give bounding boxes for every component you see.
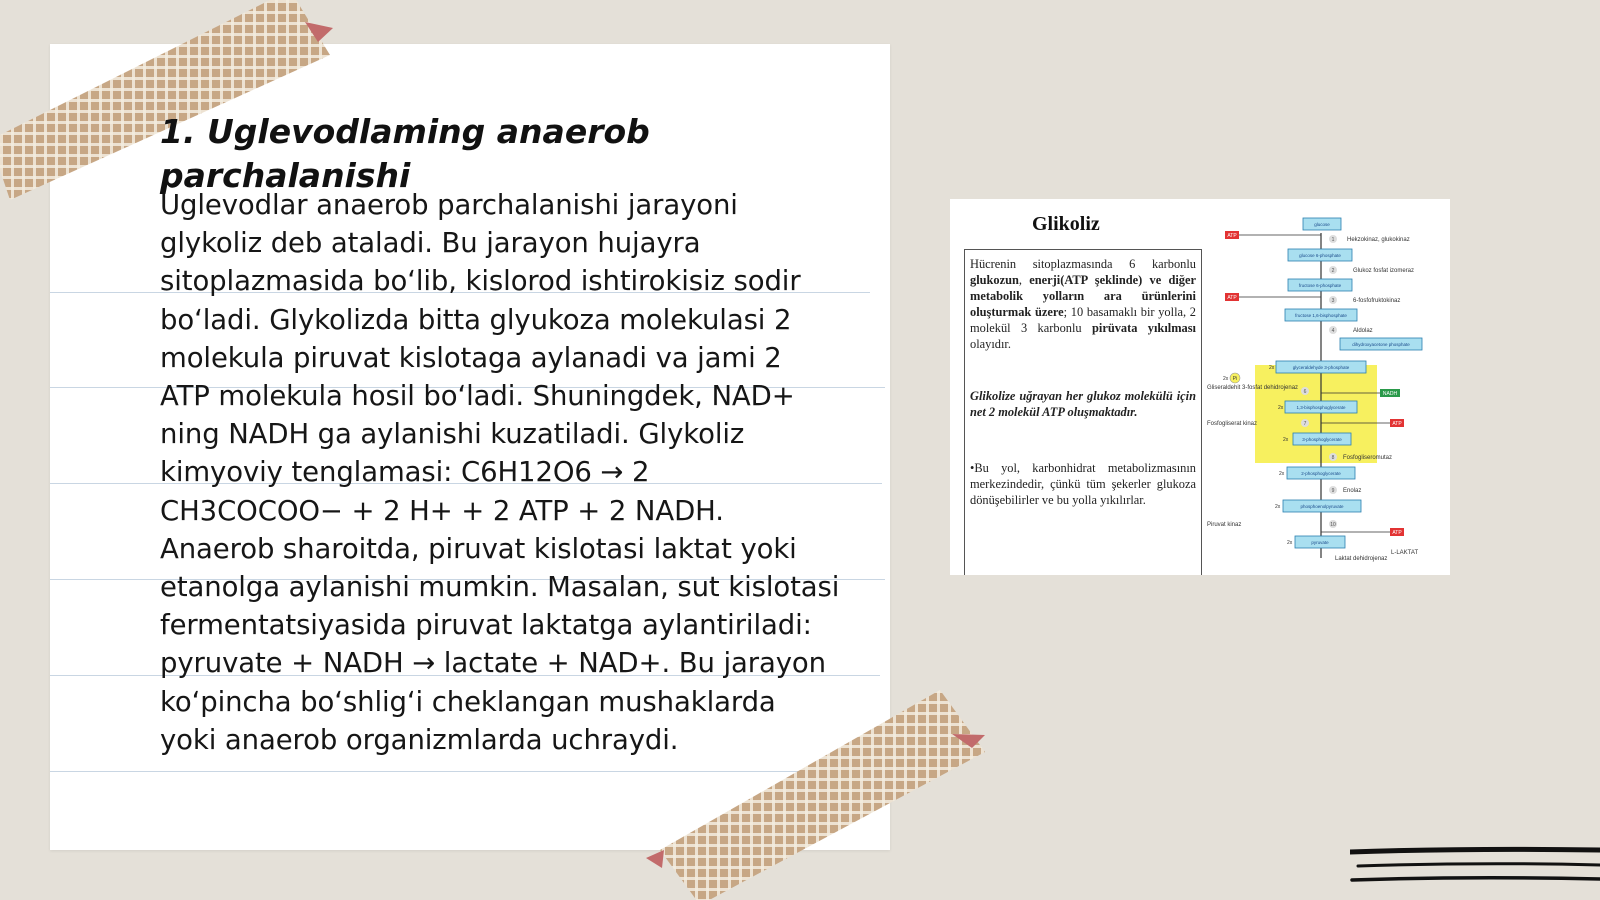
svg-text:2x: 2x: [1269, 365, 1275, 371]
svg-text:2x: 2x: [1278, 405, 1284, 411]
triose-phase-highlight: [1255, 365, 1377, 463]
svg-text:2x: 2x: [1283, 437, 1289, 443]
svg-text:2x: 2x: [1275, 504, 1281, 510]
enzyme-pfk: 6-fosfofruktokinaz: [1353, 298, 1401, 304]
svg-text:1: 1: [1331, 237, 1335, 243]
svg-text:ATP: ATP: [1227, 295, 1237, 301]
metabolite-f6p: fructose 6-phosphate: [1298, 283, 1342, 288]
glycolysis-figure: [950, 199, 1450, 575]
metabolite-2pg: 2-phosphoglycerate: [1301, 471, 1341, 476]
slide-title: 1. Uglevodlaming anaerob parchalanishi: [160, 112, 650, 195]
enzyme-isomerase: Glukoz fosfat izomeraz: [1353, 268, 1415, 274]
figure-paragraph-2: Glikolize uğrayan her glukoz molekülü için net 2 molekül ATP oluşmaktadır.: [970, 389, 1196, 419]
svg-text:2x: 2x: [1223, 376, 1229, 382]
svg-text:2x: 2x: [1287, 540, 1293, 546]
product-lactate: L-LAKTAT: [1391, 550, 1419, 556]
svg-text:2: 2: [1331, 268, 1335, 274]
figure-paragraph-1: Hücrenin sitoplazmasında 6 karbonlu glukozun, enerji(ATP şeklinde) ve diğer metabolik yolların ara ürünlerini oluşturmak üzere; 10 basamaklı bir yolla, 2 molekül 3 karbonlu pirüvata yıkılması olayıdır.: [970, 257, 1196, 351]
metabolite-bpg: 1,3-bisphosphoglycerate: [1296, 405, 1346, 410]
svg-text:6: 6: [1303, 389, 1307, 395]
enzyme-hexokinase: Hekzokinaz, glukokinaz: [1347, 237, 1410, 243]
svg-text:3: 3: [1331, 298, 1335, 304]
metabolite-pep: phosphoenolpyruvate: [1300, 504, 1344, 509]
svg-text:ATP: ATP: [1392, 530, 1402, 536]
enzyme-enolase: Enolaz: [1343, 488, 1362, 494]
metabolite-3pg: 3-phosphoglycerate: [1302, 437, 1342, 442]
svg-text:4: 4: [1331, 328, 1335, 334]
enzyme-ldh: Laktat dehidrojenaz: [1335, 556, 1388, 562]
atp-marker: ATP: [1227, 233, 1237, 239]
metabolite-dhap: dihydroxyacetone phosphate: [1352, 342, 1410, 347]
metabolite-glucose: glucose: [1314, 222, 1330, 227]
metabolite-g6p: glucose 6-phosphate: [1299, 253, 1341, 258]
enzyme-aldolase: Aldolaz: [1353, 328, 1373, 334]
body-paragraph: Uglevodlar anaerob parchalanishi jarayoni glykoliz deb ataladi. Bu jarayon hujayra sitoplazmasida boʻlib, kislorod ishtirokisiz sodir boʻladi. Glykolizda bitta glyukoza molekulasi 2 molekula piruvat kislotaga aylanadi va jami 2 ATP molekula hosil boʻladi. Shuningdek, NAD+ ning NADH ga aylanishi kuzatiladi. Glykoliz kimyoviy tenglamasi: C6H12O6 → 2 CH3COCOO− + 2 H+ + 2 ATP + 2 NADH. Anaerob sharoitda, piruvat kislotasi laktat yoki etanolga aylanishi mumkin. Masalan, sut kislotasi fermentatsiyasida piruvat laktatga aylantiriladi: pyruvate + NADH → lactate + NAD+. Bu jarayon koʻpincha boʻshligʻi cheklangan mushaklarda yoki anaerob organizmlarda uchraydi.: [160, 189, 840, 756]
enzyme-pgk: Fosfogliserat kinaz: [1207, 421, 1258, 427]
svg-text:10: 10: [1330, 522, 1336, 528]
svg-text:2x: 2x: [1279, 471, 1285, 477]
enzyme-pgm: Fosfogliseromutaz: [1343, 455, 1393, 461]
figure-paragraph-3: •Bu yol, karbonhidrat metabolizmasının merkezindedir, çünkü tüm şekerler glukoza dönüşebilirler ve bu yolla yıkılırlar.: [970, 461, 1196, 507]
glycolysis-pathway-diagram: [1205, 213, 1450, 575]
figure-text-box: [964, 249, 1202, 575]
svg-text:ATP: ATP: [1392, 421, 1402, 427]
svg-text:9: 9: [1331, 488, 1335, 494]
metabolite-f16bp: fructose 1,6-bisphosphate: [1295, 313, 1347, 318]
metabolite-g3p: glyceraldehyde 3-phosphate: [1292, 365, 1350, 370]
figure-title: Glikoliz: [1032, 213, 1100, 235]
decorative-brush-lines: [1350, 846, 1600, 900]
metabolite-pyruvate: pyruvate: [1311, 540, 1329, 545]
nadh-marker: NADH: [1382, 391, 1398, 397]
pi-marker: Pi: [1232, 376, 1238, 382]
svg-text:8: 8: [1331, 455, 1335, 461]
enzyme-pyruvate-kinase: Piruvat kinaz: [1207, 522, 1242, 528]
svg-text:7: 7: [1303, 421, 1307, 427]
enzyme-gapdh: Gliseraldehit 3-fosfat dehidrojenaz: [1207, 385, 1299, 391]
